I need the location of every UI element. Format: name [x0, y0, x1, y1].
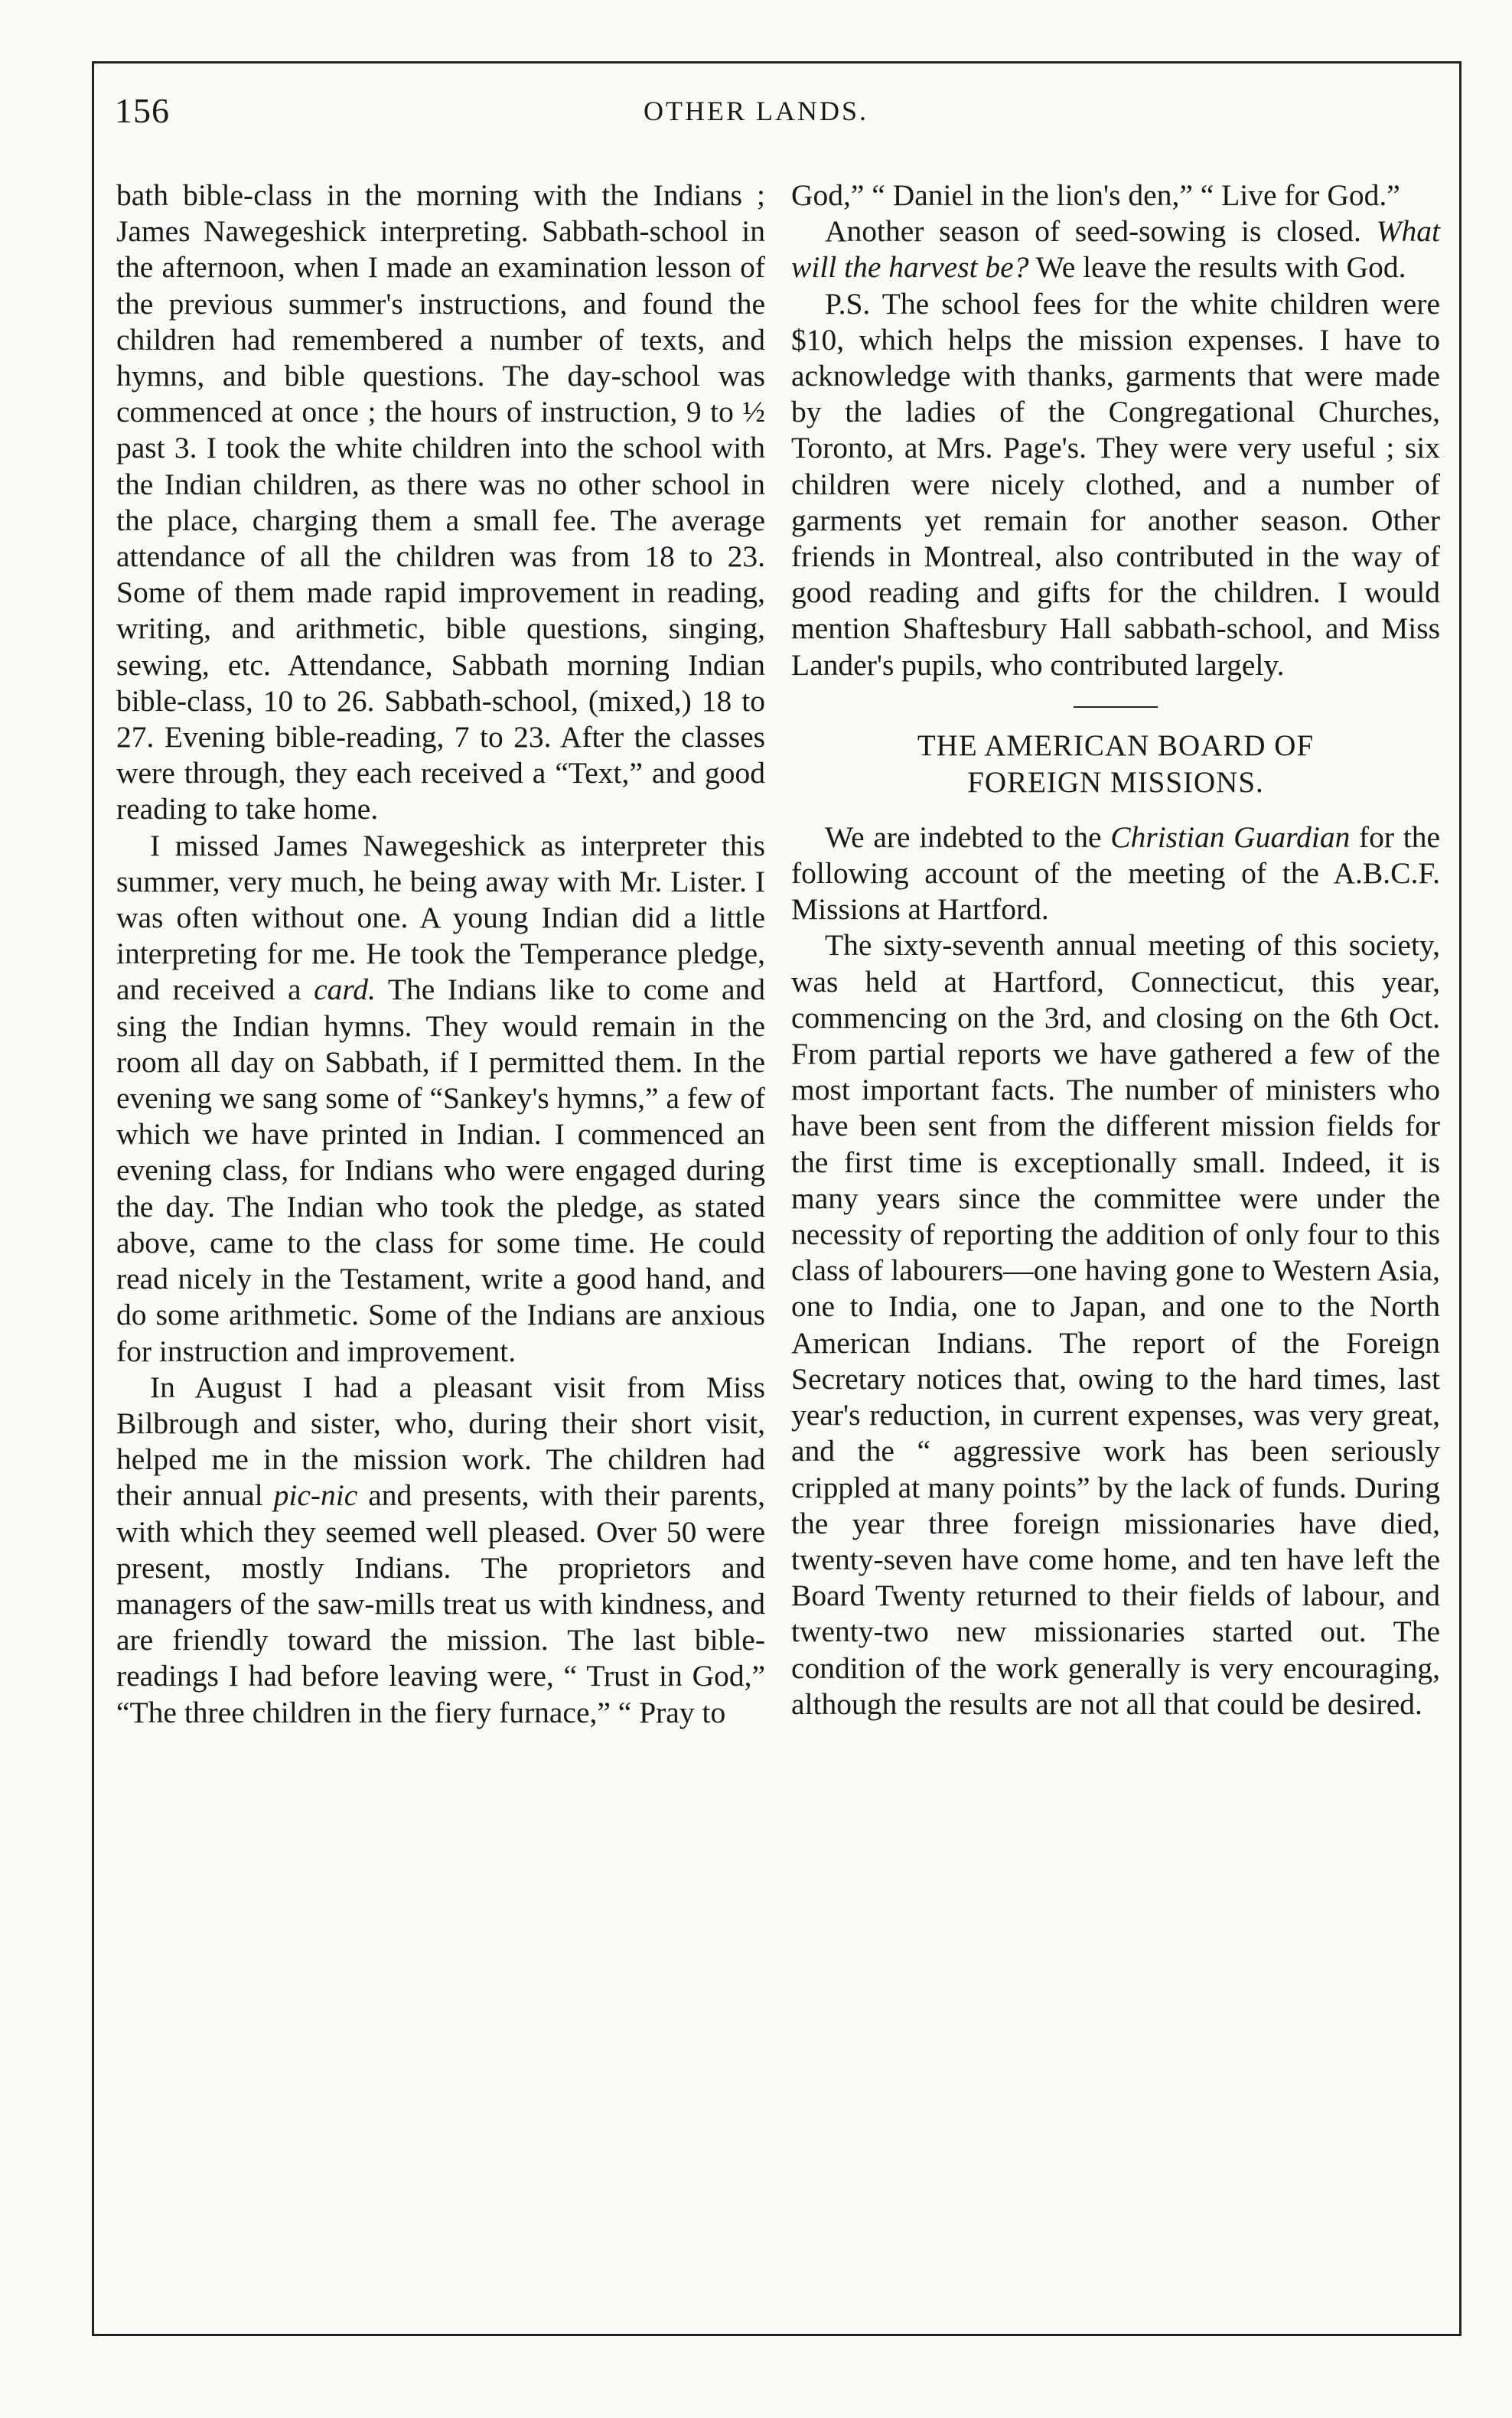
text-run: We are indebted to the	[825, 820, 1111, 854]
right-para-seed-sowing	[791, 213, 1440, 285]
section-title-line: FOREIGN MISSIONS.	[967, 765, 1264, 799]
italic-run: Christian Guardian	[1110, 820, 1351, 854]
left-para-continued: bath bible-class in the morning with the Indians ; James Nawegeshick interpreting. Sabbath-school in the afternoon, when I made an examination lesson of the previous summer's instructions, and found the children had remembered a number of texts, and hymns, and bible questions. The day-school was commenced at once ; the hours of instruction, 9 to ½ past 3. I took the white children into the school with the Indian children, as there was no other school in the place, charging them a small fee. The average attendance of all the children was from 18 to 23. Some of them made rapid improvement in reading, writing, and arithmetic, bible questions, singing, sewing, etc. Attendance, Sabbath morning Indian bible-class, 10 to 26. Sabbath-school, (mixed,) 18 to 27. Evening bible-reading, 7 to 23. After the classes were through, they each received a “Text,” and good reading to take home.	[116, 178, 765, 826]
right-column	[791, 178, 1440, 1722]
text-run: We leave the results with God.	[1028, 250, 1406, 285]
left-column	[116, 178, 765, 1731]
right-para-continued: God,” “ Daniel in the lion's den,” “ Live for God.”	[791, 178, 1400, 212]
section-title-line: THE AMERICAN BOARD OF	[917, 728, 1315, 762]
right-border	[1459, 61, 1461, 2336]
left-para-interpreter	[116, 828, 765, 1370]
italic-run: card.	[314, 973, 376, 1007]
text-run: and presents, with their parents, with which they seemed well pleased. Over 50 were present, mostly Indians. The proprietors and managers of the saw-mills treat us with kindness, and are friendly toward the mission. The last bible-readings I had before leaving were, “ Trust in God,” “The three children in the fiery furnace,” “ Pray to	[116, 1478, 765, 1729]
text-run: Another season of seed-sowing is closed.	[825, 214, 1377, 249]
left-para-august	[116, 1370, 765, 1731]
text-run: The Indians like to come and sing the Indian hymns. They would remain in the room all day on Sabbath, if I permitted them. In the evening we sang some of “Sankey's hymns,” a few of which we have printed in Indian. I commenced an evening class, for Indians who were engaged during the day. The Indian who took the pledge, as stated above, came to the class for some time. He could read nicely in the Testament, write a good hand, and do some arithmetic. Some of the Indians are anxious for instruction and improvement.	[116, 973, 765, 1368]
section-title	[791, 728, 1440, 801]
bottom-rule	[92, 2334, 1461, 2336]
top-rule	[92, 61, 1461, 64]
right-para-annual-meeting: The sixty-seventh annual meeting of this society, was held at Hartford, Connecticut, this year, commencing on the 3rd, and closing on the 6th Oct. From partial reports we have gathered a few of the most important facts. The number of ministers who have been sent from the different mission fields for the first time is exceptionally small. Indeed, it is many years since the committee were under the necessity of reporting the addition of only four to this class of labourers—one having gone to Western Asia, one to India, one to Japan, and one to the North American Indians. The report of the Foreign Secretary notices that, owing to the hard times, last year's reduction, in current expenses, was very great, and the “ aggressive work has been seriously crippled at many points” by the lack of funds. During the year three foreign missionaries have died, twenty-seven have come home, and ten have left the Board Twenty returned to their fields of labour, and twenty-two new missionaries started out. The condition of the work generally is very encouraging, although the results are not all that could be desired.	[791, 928, 1440, 1721]
italic-run: pic-nic	[273, 1478, 358, 1513]
italic-run: What will the harvest be?	[791, 214, 1440, 285]
left-border	[92, 61, 94, 2336]
text-run: In August I had a pleasant visit from Miss Bilbrough and sister, who, during their short visit, helped me in the mission work. The children had their annual	[116, 1370, 765, 1513]
page-number: 156	[115, 91, 170, 130]
right-para-indebted	[791, 820, 1440, 928]
right-para-postscript: P.S. The school fees for the white children were $10, which helps the mission expenses. I have to acknowledge with thanks, garments that were made by the ladies of the Congregational Churches, Toronto, at Mrs. Page's. They were very useful ; six children were nicely clothed, and a number of garments yet remain for another season. Other friends in Montreal, also contributed in the way of good reading and gifts for the children. I would mention Shaftesbury Hall sabbath-school, and Miss Lander's pupils, who contributed largely.	[791, 286, 1440, 682]
text-run: I missed James Nawegeshick as interpreter this summer, very much, he being away with Mr. Lister. I was often without one. A young Indian did a little interpreting for me. He took the Temperance pledge, and received a	[116, 828, 765, 1007]
section-divider	[1074, 706, 1158, 708]
text-run: for the following account of the meeting of the A.B.C.F. Missions at Hartford.	[791, 820, 1440, 927]
running-head: OTHER LANDS.	[644, 96, 868, 126]
